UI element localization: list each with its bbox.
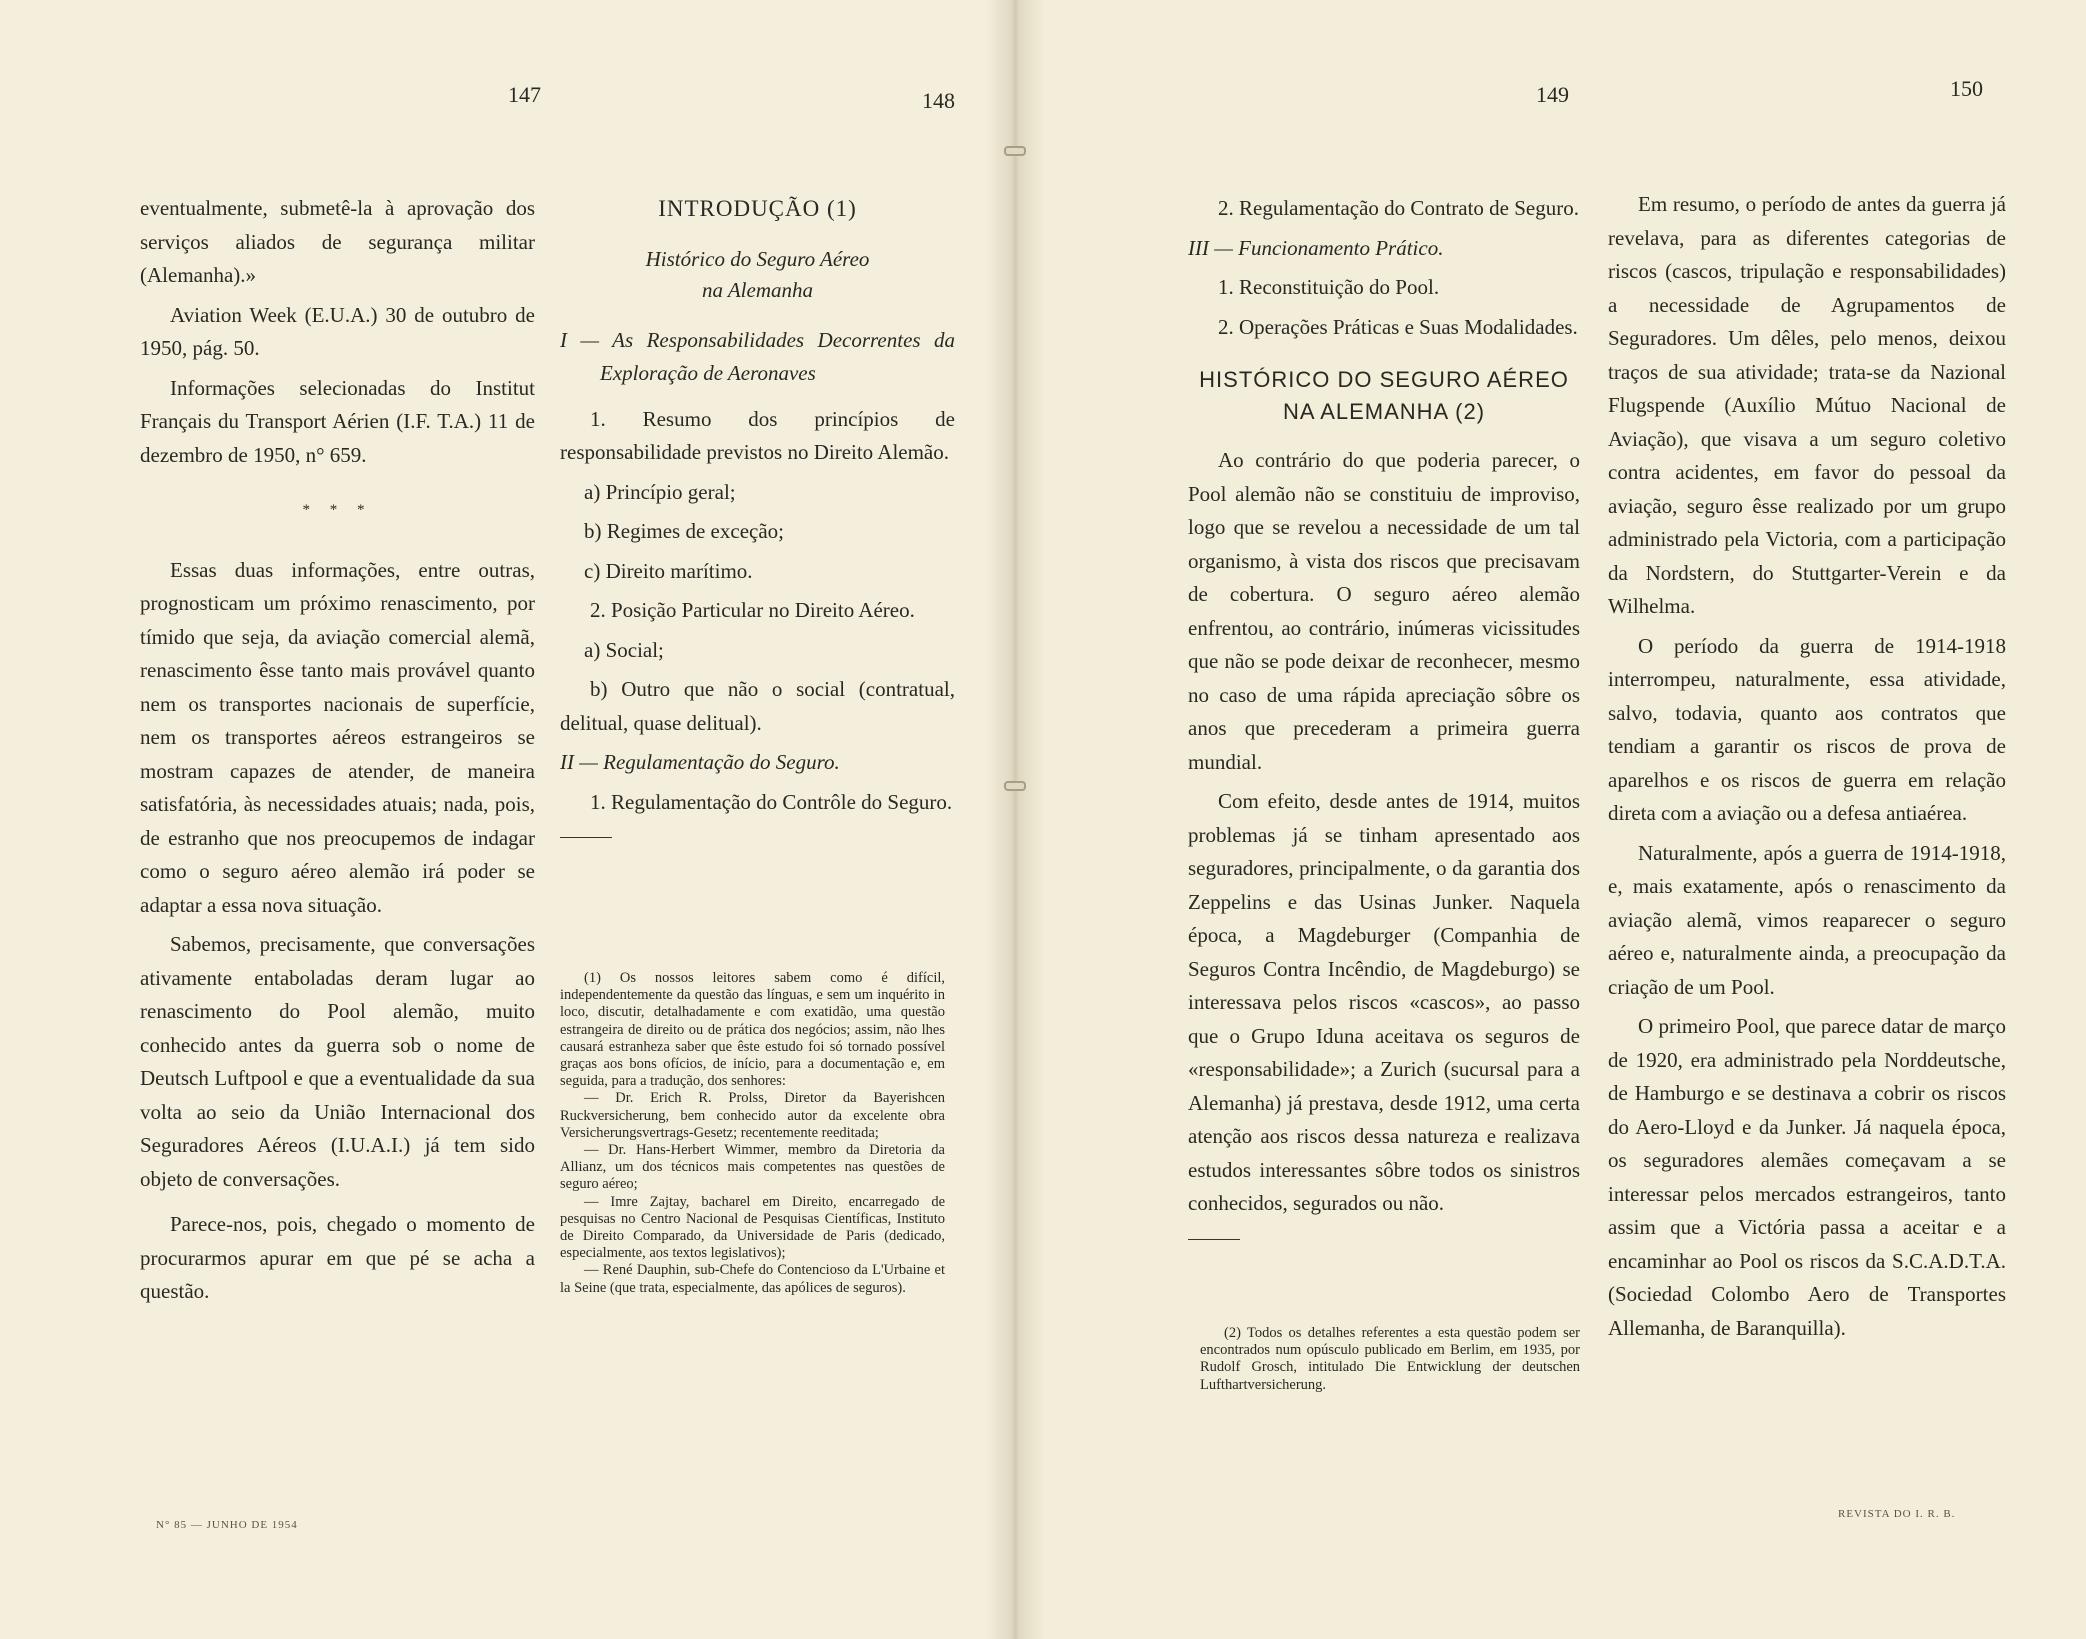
footnote-text: — Dr. Hans-Herbert Wimmer, membro da Diretoria da Allianz, um dos técnicos mais competentes nas questões de seguro aéreo; (560, 1142, 945, 1193)
subtitle-line: Histórico do Seguro Aéreo (645, 246, 870, 271)
staple (1004, 781, 1026, 791)
footnote-rule (1188, 1239, 1240, 1240)
subtitle-line: na Alemanha (701, 277, 814, 302)
paragraph: Informações selecionadas do Institut Français du Transport Aérien (I.F. T.A.) 11 de dezembro de 1950, n° 659. (140, 375, 535, 467)
footnote-text: — Dr. Erich R. Prolss, Diretor da Bayerishcen Ruckversicherung, bem conhecido autor da excelente obra Versicherungsvertrags-Gesetz; recentemente reeditada; (560, 1090, 945, 1141)
outline-item: a) Social; (584, 637, 664, 662)
page-number-150: 150 (1950, 76, 1983, 101)
outline-item: 2. Posição Particular no Direito Aéreo. (590, 598, 915, 622)
footnote-text: (1) Os nossos leitores sabem como é difícil, independentemente da questão das línguas, e sem um inquérito in loco, discutir, detalhadamente e com exatidão, uma questão estrangeira de direito ou de prática dos negócios; assim, não lhes causará estranheza saber que êste estudo foi só tornado possível graças aos bons ofícios, de início, para a documentação e, em seguida, para a tradução, dos senhores: (560, 970, 945, 1090)
page-number-147: 147 (508, 82, 541, 107)
footnote-2 (1200, 1325, 1580, 1394)
paragraph: Em resumo, o período de antes da guerra já revelava, para as diferentes categorias de riscos (cascos, tripulação e responsabilidades) a necessidade de Agrupamentos de Seguradores. Um dêles, pelo menos, deixou traços de sua atividade; trata-se da Nazional Flugspende (Auxílio Mútuo Nacional de Aviação), que visava a um seguro coletivo contra acidentes, em favor do pessoal da aviação, seguro êsse realizado por um grupo administrado pela Victoria, com a participação da Nordstern, do Stuttgarter-Verein e da Wilhelma. (1608, 192, 2006, 618)
outline-item: a) Princípio geral; (584, 479, 736, 504)
outline-item: 2. Regulamentação do Contrato de Seguro. (1218, 196, 1579, 220)
outline-item: b) Outro que não o social (contratual, delitual, quase delitual). (560, 677, 955, 735)
outline-item: 2. Operações Práticas e Suas Modalidades. (1218, 314, 1578, 339)
section-heading: I — As Responsabilidades Decorrentes da Exploração de Aeronaves (560, 327, 955, 385)
paragraph: Ao contrário do que poderia parecer, o Pool alemão não se constituiu de improviso, logo que se revelou a necessidade de um tal organismo, à vista dos riscos que precisavam de cobertura. O seguro aéreo alemão enfrentou, ao contrário, inúmeras vicissitudes que não se pode deixar de reconhecer, mesmo no caso de uma rápida apreciação sôbre os anos que precederam a primeira guerra mundial. (1188, 448, 1580, 774)
footnote-1 (560, 970, 945, 1297)
section-title: INTRODUÇÃO (1) (658, 196, 857, 221)
page-number-148: 148 (922, 88, 955, 113)
outline-item: b) Regimes de exceção; (584, 519, 784, 543)
page-147-column (140, 192, 535, 1315)
page-150-column (1608, 188, 2006, 1351)
journal-footer: REVISTA DO I. R. B. (1838, 1508, 1956, 1520)
paragraph: Com efeito, desde antes de 1914, muitos problemas já se tinham apresentado aos seguradores, principalmente, o da garantia dos Zeppelins e das Usinas Junker. Naquela época, a Magdeburger (Companhia de Seguros Contra Incêndio, de Magdeburgo) se interessava pelos riscos «cascos», ao passo que o Grupo Iduna aceitava os seguros de «responsabilidade»; a Zurich (sucursal para a Alemanha) já prestava, desde 1912, uma certa atenção aos riscos dessa natureza e realizava estudos interessantes sôbre todos os sinistros conhecidos, segurados ou não. (1188, 789, 1580, 1215)
paragraph: Naturalmente, após a guerra de 1914-1918, e, mais exatamente, após o renascimento da aviação alemã, vimos reaparecer o seguro aéreo e, naturalmente ainda, a preocupação da criação de um Pool. (1608, 840, 2006, 999)
paragraph: Essas duas informações, entre outras, prognosticam um próximo renascimento, por tímido que seja, da aviação comercial alemã, renascimento êsse tanto mais provável quanto nem os transportes nacionais de superfície, nem os transportes aéreos estrangeiros se mostram capazes de atender, de maneira satisfatória, às necessidades atuais; nada, pois, de estranho que nos preocupemos de indagar como o seguro aéreo alemão irá poder se adaptar a essa nova situação. (140, 557, 535, 917)
section-heading: III — Funcionamento Prático. (1188, 235, 1444, 260)
section-separator: * * * (302, 502, 373, 518)
footnote-text: — René Dauphin, sub-Chefe do Contencioso da L'Urbaine et la Seine (que trata, especialmente, das apólices de seguros). (560, 1262, 945, 1296)
outline-item: 1. Reconstituição do Pool. (1218, 275, 1440, 299)
issue-footer: N° 85 — JUNHO DE 1954 (156, 1519, 298, 1531)
section-heading: II — Regulamentação do Seguro. (560, 750, 840, 774)
page-149-column (1188, 192, 1580, 1248)
outline-item: c) Direito marítimo. (584, 558, 753, 583)
section-title: NA ALEMANHA (2) (1282, 399, 1486, 424)
paragraph: Aviation Week (E.U.A.) 30 de outubro de 1950, pág. 50. (140, 302, 535, 360)
outline-item: 1. Resumo dos princípios de responsabilidade previstos no Direito Alemão. (560, 406, 955, 464)
footnote-text: — Imre Zajtay, bacharel em Direito, encarregado de pesquisas no Centro Nacional de Pesquisas Científicas, Instituto de Direito Comparado, da Universidade de Paris (dedicado, especialmente, aos textos legislativos); (560, 1193, 945, 1262)
footnote-text: (2) Todos os detalhes referentes a esta questão podem ser encontrados num opúsculo publicado em Berlim, em 1935, por Rudolf Grosch, intitulado Die Entwicklung der deutschen Lufthartversicherung. (1200, 1325, 1580, 1393)
paragraph: O período da guerra de 1914-1918 interrompeu, naturalmente, essa atividade, salvo, todavia, quanto aos contratos que tendiam a garantir os riscos de prova de aparelhos e os riscos de guerra em relação direta com a aviação ou a defesa antiaérea. (1608, 633, 2006, 825)
paragraph: eventualmente, submetê-la à aprovação dos serviços aliados de segurança militar (Alemanha).» (140, 196, 535, 287)
paragraph: Sabemos, precisamente, que conversações ativamente entaboladas deram lugar ao renascimento do Pool alemão, muito conhecido antes da guerra sob o nome de Deutsch Luftpool e que a eventualidade da sua volta ao seio da União Internacional dos Seguradores Aéreos (I.U.A.I.) já tem sido objeto de conversações. (140, 932, 535, 1191)
page-number-149: 149 (1536, 82, 1569, 107)
footnote-rule (560, 837, 612, 838)
section-title: HISTÓRICO DO SEGURO AÉREO (1199, 367, 1569, 392)
staple (1004, 146, 1026, 156)
right-page (1010, 0, 2086, 1639)
page-148-column (560, 192, 955, 846)
binding-gutter (985, 0, 1045, 1639)
paragraph: Parece-nos, pois, chegado o momento de procurarmos apurar em que pé se acha a questão. (140, 1212, 535, 1303)
left-page (0, 0, 1010, 1639)
outline-item: 1. Regulamentação do Contrôle do Seguro. (590, 789, 953, 814)
paragraph: O primeiro Pool, que parece datar de março de 1920, era administrado pela Norddeutsche, de Hamburgo e se destinava a cobrir os riscos do Aero-Lloyd e da Junker. Já naquela época, os seguradores alemães começavam a se interessar pelos mercados estrangeiros, tanto assim que a Victória passa a aceitar e a encaminhar ao Pool os riscos da S.C.A.D.T.A. (Sociedad Colombo Aero de Transportes Allemanha, de Baranquilla). (1608, 1014, 2006, 1340)
